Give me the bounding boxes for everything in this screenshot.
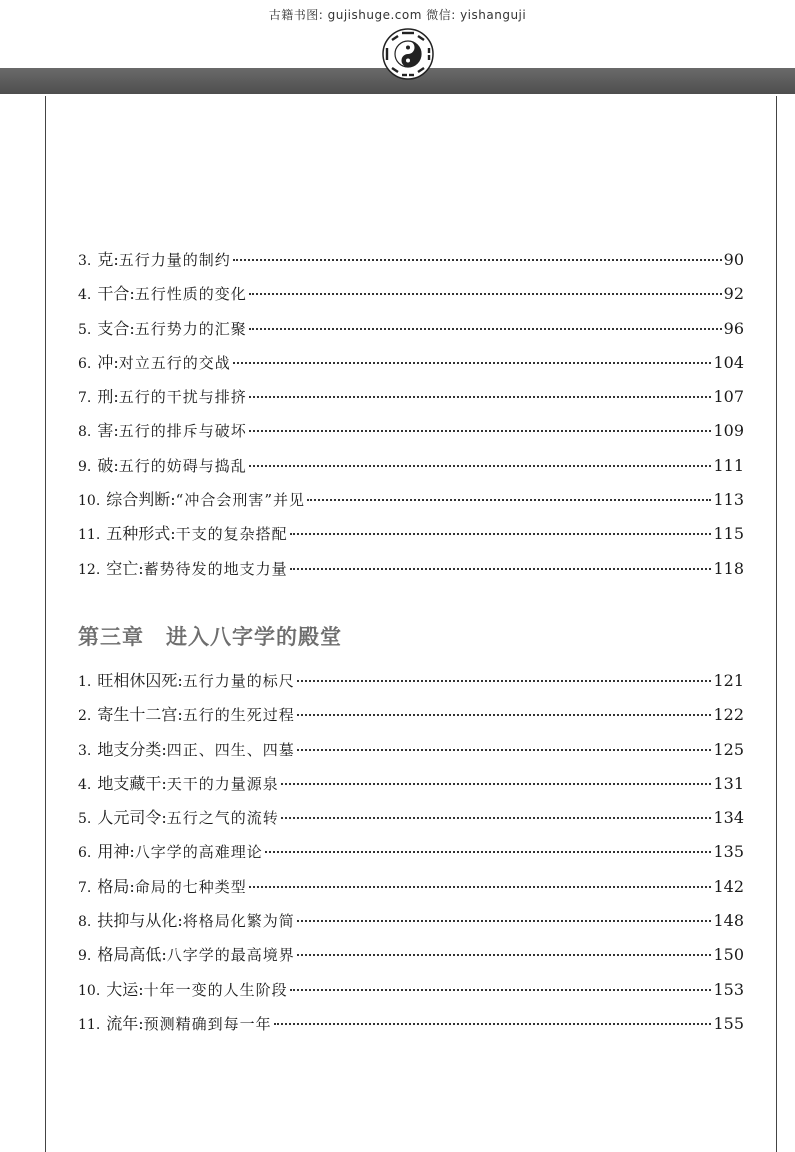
toc-entry-leader xyxy=(297,920,712,922)
toc-entry-number: 11. xyxy=(78,527,101,544)
toc-entry-leader xyxy=(307,499,711,501)
toc-entry-leader xyxy=(290,533,712,535)
toc-entry-separator: : xyxy=(129,842,135,862)
toc-entry-title: 扶抑与从化 xyxy=(97,911,178,931)
toc-entry[interactable] xyxy=(78,483,744,517)
toc-entry-title: 支合 xyxy=(97,318,130,338)
toc-entry-number: 9. xyxy=(78,458,92,475)
toc-entry-page: 142 xyxy=(713,876,744,896)
toc-entry[interactable] xyxy=(78,449,744,483)
toc-entry-separator: : xyxy=(161,773,167,793)
toc-entry[interactable] xyxy=(78,904,744,938)
toc-entry-leader xyxy=(249,396,712,398)
toc-entry-separator: : xyxy=(113,352,119,372)
toc-entry-page: 125 xyxy=(713,739,744,759)
toc-entry-leader xyxy=(249,293,722,295)
toc-entry-number: 5. xyxy=(78,321,92,338)
toc-entry-subtitle: 十年一变的人生阶段 xyxy=(143,980,288,999)
toc-entry-title: 综合判断 xyxy=(106,490,171,510)
toc-entry-title: 干合 xyxy=(97,284,130,304)
toc-entry-leader xyxy=(297,749,712,751)
toc-entry-separator: : xyxy=(170,524,176,544)
toc-entry-separator: : xyxy=(138,1013,144,1033)
toc-entry-separator: : xyxy=(113,250,119,269)
toc-entry[interactable] xyxy=(78,835,744,869)
toc-entry-page: 131 xyxy=(713,773,744,793)
toc-list-chapter2 xyxy=(78,243,744,586)
toc-entry[interactable] xyxy=(78,243,744,277)
toc-entry-subtitle: 干支的复杂搭配 xyxy=(175,525,288,544)
toc-entry-separator: : xyxy=(113,455,119,475)
toc-entry-subtitle: 五行性质的变化 xyxy=(134,285,247,304)
toc-entry-subtitle: 对立五行的交战 xyxy=(118,353,231,372)
toc-entry-page: 115 xyxy=(713,524,744,544)
toc-entry-subtitle: 五行的干扰与排挤 xyxy=(118,388,247,407)
toc-entry-title: 地支藏干 xyxy=(97,773,162,793)
toc-entry-page: 104 xyxy=(713,352,744,372)
toc-entry-subtitle: 将格局化繁为简 xyxy=(182,912,295,931)
bagua-yinyang-icon xyxy=(382,28,434,80)
toc-entry-number: 2. xyxy=(78,708,92,725)
toc-entry-title: 地支分类 xyxy=(97,739,162,759)
toc-entry-number: 8. xyxy=(78,914,92,931)
toc-entry-leader xyxy=(290,568,712,570)
toc-entry-page: 153 xyxy=(713,979,744,999)
toc-entry-subtitle: “冲合会刑害”并见 xyxy=(175,491,306,510)
toc-entry[interactable] xyxy=(78,801,744,835)
toc-entry-separator: : xyxy=(177,705,183,725)
toc-entry-page: 134 xyxy=(713,808,744,828)
toc-entry-leader xyxy=(233,259,722,261)
toc-entry-separator: : xyxy=(129,876,135,896)
toc-entry-leader xyxy=(265,851,712,853)
toc-entry[interactable] xyxy=(78,870,744,904)
chapter-title: 进入八字学的殿堂 xyxy=(166,624,342,649)
toc-entry[interactable] xyxy=(78,733,744,767)
toc-entry-page: 96 xyxy=(723,318,744,338)
toc-entry-number: 10. xyxy=(78,982,101,999)
toc-entry-subtitle: 四正、四生、四墓 xyxy=(166,740,295,759)
toc-entry-number: 8. xyxy=(78,424,92,441)
watermark-text: 古籍书图: gujishuge.com 微信: yishanguji xyxy=(268,8,527,22)
toc-entry-title: 冲 xyxy=(97,352,114,372)
toc-entry-subtitle: 五行力量的制约 xyxy=(118,251,231,269)
toc-entry-title: 寄生十二宫 xyxy=(97,705,178,725)
toc-entry-page: 121 xyxy=(713,671,744,690)
toc-entry-number: 6. xyxy=(78,845,92,862)
toc-entry-subtitle: 天干的力量源泉 xyxy=(166,774,279,793)
toc-entry-subtitle: 五行的生死过程 xyxy=(182,706,295,725)
toc-entry-leader xyxy=(249,328,722,330)
toc-entry-separator: : xyxy=(161,808,167,828)
toc-entry-subtitle: 八字学的高难理论 xyxy=(134,843,263,862)
toc-entry-separator: : xyxy=(161,739,167,759)
toc-entry-subtitle: 五行之气的流转 xyxy=(166,809,279,828)
toc-entry-number: 5. xyxy=(78,811,92,828)
toc-entry[interactable] xyxy=(78,312,744,346)
toc-entry-page: 111 xyxy=(713,455,744,475)
toc-entry-leader xyxy=(281,783,712,785)
toc-entry[interactable] xyxy=(78,938,744,972)
left-margin-rule xyxy=(45,96,46,1152)
toc-entry-number: 4. xyxy=(78,287,92,304)
toc-entry[interactable] xyxy=(78,767,744,801)
toc-entry-leader xyxy=(290,989,712,991)
right-margin-rule xyxy=(776,96,777,1152)
toc-entry-number: 9. xyxy=(78,948,92,965)
toc-entry-page: 118 xyxy=(713,558,744,578)
toc-entry-page: 92 xyxy=(723,284,744,304)
toc-entry-page: 150 xyxy=(713,945,744,965)
toc-list-chapter3 xyxy=(78,664,744,1041)
toc-entry[interactable] xyxy=(78,277,744,311)
toc-entry-page: 109 xyxy=(713,421,744,441)
toc-entry-number: 6. xyxy=(78,355,92,372)
toc-entry-title: 旺相休囚死 xyxy=(97,671,178,690)
toc-entry-separator: : xyxy=(129,284,135,304)
toc-entry-title: 克 xyxy=(97,250,114,269)
toc-entry-page: 90 xyxy=(723,250,744,269)
toc-entry-number: 4. xyxy=(78,776,92,793)
toc-entry[interactable] xyxy=(78,380,744,414)
toc-entry-title: 刑 xyxy=(97,387,114,407)
toc-entry-number: 7. xyxy=(78,879,92,896)
toc-entry-number: 12. xyxy=(78,561,101,578)
toc-entry-separator: : xyxy=(138,979,144,999)
toc-entry-number: 3. xyxy=(78,253,92,269)
toc-entry-leader xyxy=(297,714,712,716)
toc-entry-subtitle: 五行的排斥与破坏 xyxy=(118,422,247,441)
toc-entry-number: 1. xyxy=(78,674,92,690)
toc-entry-subtitle: 五行的妨碍与捣乱 xyxy=(118,456,247,475)
toc-entry-title: 大运 xyxy=(106,979,139,999)
toc-entry-separator: : xyxy=(138,558,144,578)
toc-entry-leader xyxy=(233,362,712,364)
toc-entry[interactable] xyxy=(78,1007,744,1041)
toc-entry-subtitle: 五行势力的汇聚 xyxy=(134,319,247,338)
toc-entry[interactable] xyxy=(78,552,744,586)
toc-entry[interactable] xyxy=(78,414,744,448)
toc-entry-page: 107 xyxy=(713,387,744,407)
toc-entry[interactable] xyxy=(78,664,744,698)
toc-entry-subtitle: 命局的七种类型 xyxy=(134,877,247,896)
toc-entry-separator: : xyxy=(113,421,119,441)
toc-entry-title: 流年 xyxy=(106,1013,139,1033)
toc-entry-separator: : xyxy=(129,318,135,338)
chapter-label: 第三章 xyxy=(78,624,144,649)
chapter-heading xyxy=(78,621,342,651)
toc-entry-subtitle: 预测精确到每一年 xyxy=(143,1014,272,1033)
toc-entry-number: 7. xyxy=(78,390,92,407)
toc-entry-separator: : xyxy=(177,671,183,690)
toc-entry-leader xyxy=(249,886,712,888)
toc-entry-page: 135 xyxy=(713,842,744,862)
toc-entry-leader xyxy=(297,680,712,682)
toc-entry-subtitle: 八字学的最高境界 xyxy=(166,946,295,965)
toc-entry[interactable] xyxy=(78,517,744,551)
toc-entry-subtitle: 五行力量的标尺 xyxy=(182,672,295,690)
toc-entry-separator: : xyxy=(177,911,183,931)
toc-entry-separator: : xyxy=(170,490,176,510)
toc-entry-page: 148 xyxy=(713,911,744,931)
toc-entry-number: 10. xyxy=(78,493,101,510)
toc-entry-number: 3. xyxy=(78,742,92,759)
toc-entry-page: 122 xyxy=(713,705,744,725)
toc-entry-leader xyxy=(249,465,712,467)
toc-entry-title: 空亡 xyxy=(106,558,139,578)
toc-entry-leader xyxy=(297,954,712,956)
toc-entry-page: 113 xyxy=(713,490,744,510)
toc-entry-page: 155 xyxy=(713,1013,744,1033)
toc-entry[interactable] xyxy=(78,698,744,732)
toc-entry-separator: : xyxy=(113,387,119,407)
toc-entry-leader xyxy=(249,430,712,432)
toc-entry[interactable] xyxy=(78,346,744,380)
toc-entry-subtitle: 蓄势待发的地支力量 xyxy=(143,559,288,578)
toc-entry-title: 人元司令 xyxy=(97,808,162,828)
toc-entry-title: 格局 xyxy=(97,876,130,896)
toc-entry-title: 害 xyxy=(97,421,114,441)
toc-entry-leader xyxy=(281,817,712,819)
toc-entry-title: 用神 xyxy=(97,842,130,862)
toc-entry-title: 五种形式 xyxy=(106,524,171,544)
toc-entry[interactable] xyxy=(78,973,744,1007)
toc-entry-title: 破 xyxy=(97,455,114,475)
toc-entry-title: 格局高低 xyxy=(97,945,162,965)
toc-entry-separator: : xyxy=(161,945,167,965)
toc-entry-leader xyxy=(274,1023,712,1025)
toc-entry-number: 11. xyxy=(78,1016,101,1033)
